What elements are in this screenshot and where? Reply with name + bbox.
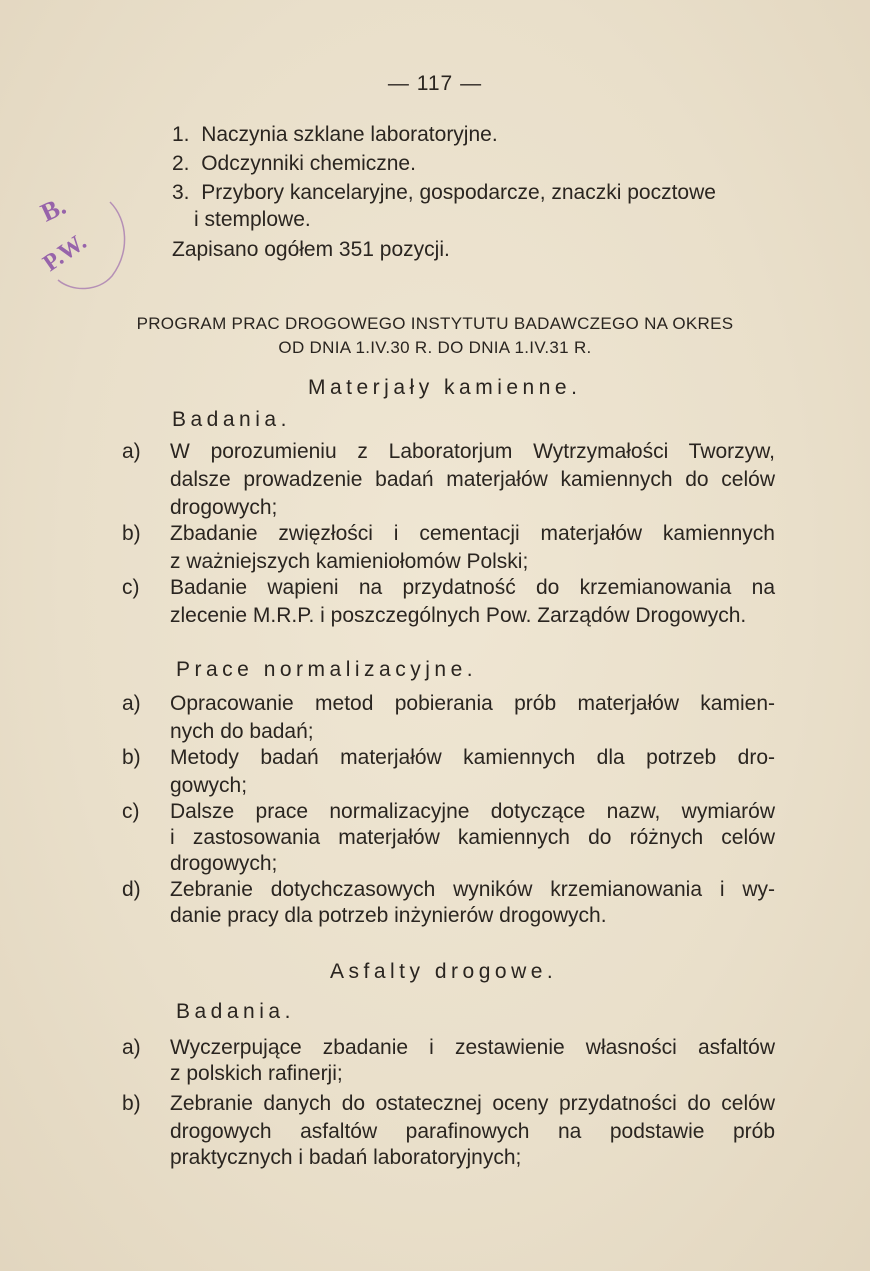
list-number: 1. xyxy=(172,123,190,146)
subsection-label-normalizacyjne: Prace normalizacyjne. xyxy=(176,658,478,681)
item-marker: d) xyxy=(122,878,141,901)
item-line: danie pracy dla potrzeb inżynierów drogowych. xyxy=(170,904,607,927)
item-line: Dalsze prace normalizacyjne dotyczące nazw, wymiarów xyxy=(170,800,775,823)
item-line: Wyczerpujące zbadanie i zestawienie własności asfaltów xyxy=(170,1036,775,1059)
list-text: Naczynia szklane laboratoryjne. xyxy=(201,123,498,146)
subsection-label-badania: Badania. xyxy=(172,408,291,431)
item-line: gowych; xyxy=(170,774,248,797)
item-marker: c) xyxy=(122,576,140,599)
top-list-item-3 xyxy=(172,179,716,207)
item-line: praktycznych i badań laboratoryjnych; xyxy=(170,1146,522,1169)
item-line: nych do badań; xyxy=(170,720,314,743)
svg-text:P.W.: P.W. xyxy=(38,229,92,277)
list-text: Przybory kancelaryjne, gospodarcze, znaczki pocztowe xyxy=(201,181,716,204)
item-line: Zebranie danych do ostatecznej oceny przydatności do celów xyxy=(170,1092,775,1115)
item-marker: b) xyxy=(122,746,141,769)
library-stamp-icon xyxy=(32,180,132,290)
summary-text: Zapisano ogółem 351 pozycji. xyxy=(172,238,450,261)
item-line: Zebranie dotychczasowych wyników krzemianowania i wy- xyxy=(170,878,775,901)
page-number: — 117 — xyxy=(387,72,483,95)
section-title-asfalty: Asfalty drogowe. xyxy=(330,960,558,983)
program-title-line-1: PROGRAM PRAC DROGOWEGO INSTYTUTU BADAWCZEGO NA OKRES xyxy=(136,314,734,333)
item-line: W porozumieniu z Laboratorjum Wytrzymałości Tworzyw, xyxy=(170,440,775,463)
item-line: Zbadanie zwięzłości i cementacji materjałów kamiennych xyxy=(170,522,775,545)
item-line: drogowych; xyxy=(170,852,278,875)
item-line: drogowych; xyxy=(170,496,278,519)
item-line: Badanie wapieni na przydatność do krzemianowania na xyxy=(170,576,775,599)
item-line: Metody badań materjałów kamiennych dla potrzeb dro- xyxy=(170,746,775,769)
item-marker: b) xyxy=(122,1092,141,1115)
item-line: dalsze prowadzenie badań materjałów kamiennych do celów xyxy=(170,468,775,491)
item-line: z polskich rafinerji; xyxy=(170,1062,343,1085)
top-list-item-1 xyxy=(172,121,498,149)
item-marker: b) xyxy=(122,522,141,545)
item-line: Opracowanie metod pobierania prób materjałów kamien- xyxy=(170,692,775,715)
program-title-line-2: OD DNIA 1.IV.30 R. DO DNIA 1.IV.31 R. xyxy=(278,338,592,357)
item-line: drogowych asfaltów parafinowych na podstawie prób xyxy=(170,1120,775,1143)
list-number: 3. xyxy=(172,181,190,204)
item-marker: a) xyxy=(122,692,141,715)
item-line: i zastosowania materjałów kamiennych do różnych celów xyxy=(170,826,775,849)
item-marker: c) xyxy=(122,800,140,823)
subsection-label-badania-2: Badania. xyxy=(176,1000,295,1023)
item-line: zlecenie M.R.P. i poszczególnych Pow. Zarządów Drogowych. xyxy=(170,604,747,627)
item-line: z ważniejszych kamieniołomów Polski; xyxy=(170,550,529,573)
list-text: Odczynniki chemiczne. xyxy=(201,152,416,175)
top-list-item-2 xyxy=(172,150,416,178)
item-marker: a) xyxy=(122,1036,141,1059)
top-list-item-3-continuation: i stemplowe. xyxy=(194,208,311,231)
item-marker: a) xyxy=(122,440,141,463)
svg-text:B.: B. xyxy=(36,191,71,228)
section-title-materjaly: Materjały kamienne. xyxy=(308,376,582,399)
list-number: 2. xyxy=(172,152,190,175)
